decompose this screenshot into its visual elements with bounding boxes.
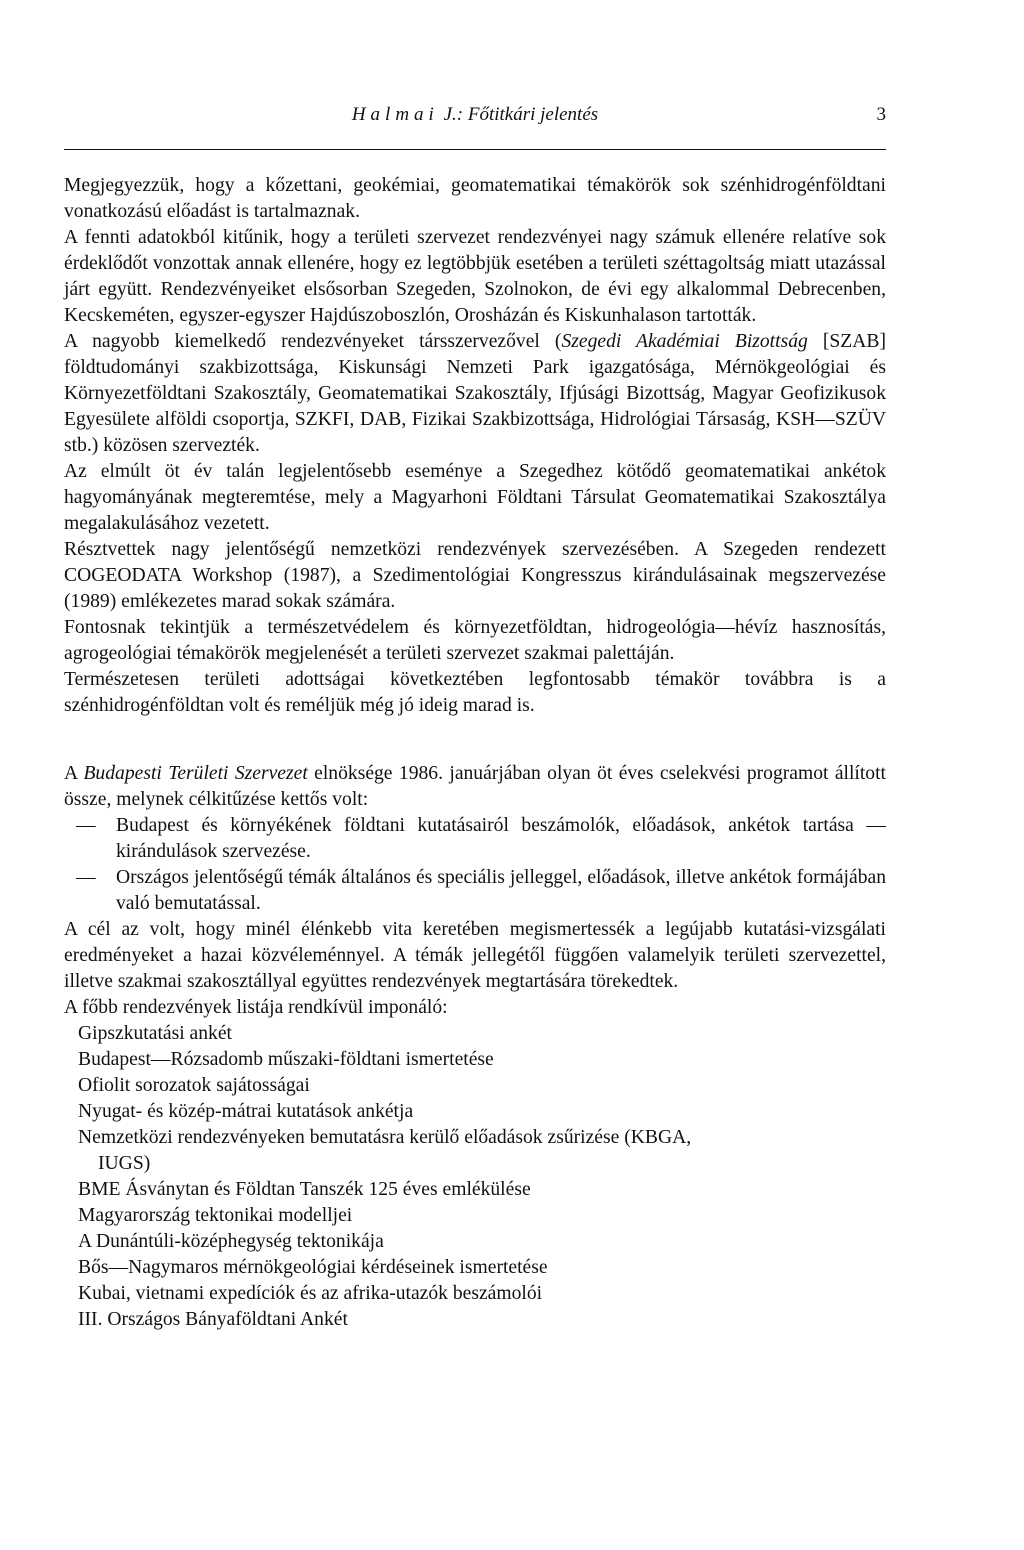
list-item: Budapest—Rózsadomb műszaki-földtani ismertetése [78,1049,494,1070]
paragraph-8-text-b: elnöksége 1986. januárjában olyan öt éves cselekvési programot állított össze, melynek célkitűzése kettős volt: [64,763,886,810]
list-item: Nyugat- és közép-mátrai kutatások ankétja [78,1101,414,1122]
running-head [64,104,886,126]
dash-mark: — [76,815,96,836]
paragraph-3-text-b: [SZAB] földtudományi szakbizottsága, Kiskunsági Nemzeti Park igazgatósága, Mérnökgeológiai és Környezetföldtani Szakosztály, Geomatematikai Szakosztály, Ifjúsági Bizottság, Magyar Geofizikusok Egyesülete alföldi csoportja, SZKFI, DAB, Fizikai Szakbizottsága, Hidrológiai Társaság, KSH—SZÜV stb.) közösen szervezték. [64,331,886,456]
paragraph-8 [64,761,886,813]
dash-mark: — [76,867,96,888]
paragraph-3-italic: Szegedi Akadémiai Bizottság [561,331,808,352]
paragraph-7: Természetesen területi adottságai következtében legfontosabb témakör továbbra is a szénhidrogénföldtan volt és reméljük még jó ideig marad is. [64,669,886,716]
dash-item-1 [64,813,886,865]
paragraph-6: Fontosnak tekintjük a természetvédelem és környezetföldtan, hidrogeológia—hévíz hasznosítás, agrogeológiai témakörök megjelenését a területi szervezet szakmai palettáján. [64,617,886,664]
section-gap [64,719,886,761]
running-head-title: J.: Főtitkári jelentés [443,104,599,125]
paragraph-8-italic: Budapesti Területi Szervezet [83,763,308,784]
list-item: Ofiolit sorozatok sajátosságai [78,1075,310,1096]
list-item: Gipszkutatási ankét [78,1023,232,1044]
paragraph-4: Az elmúlt öt év talán legjelentősebb eseménye a Szegedhez kötődő geomatematikai ankétok hagyományának megteremtése, mely a Magyarhoni Földtani Társulat Geomatematikai Szakosztálya megalakulásához vezetett. [64,461,886,534]
paragraph-3-text-a: A nagyobb kiemelkedő rendezvényeket társszervezővel ( [64,331,562,352]
list-item-continuation: IUGS) [98,1153,151,1174]
list-item: Kubai, vietnami expedíciók és az afrika-utazók beszámolói [78,1283,543,1304]
paragraph-1: Megjegyezzük, hogy a kőzettani, geokémiai, geomatematikai témakörök sok szénhidrogénföldtani vonatkozású előadást is tartalmaznak. [64,175,886,222]
paragraph-3 [64,329,886,459]
paragraph-8-text-a: A [64,763,84,784]
list-item: A Dunántúli-középhegység tektonikája [78,1231,384,1252]
list-item: Magyarország tektonikai modelljei [78,1205,353,1226]
dash-item-2 [64,865,886,917]
paragraph-2: A fennti adatokból kitűnik, hogy a területi szervezet rendezvényei nagy számuk ellenére relatíve sok érdeklődőt vonzottak annak ellenére, hogy ez legtöbbjük esetében a területi széttagoltság miatt utazással járt együtt. Rendezvényeiket elsősorban Szegeden, Szolnokon, de évi egy alkalommal Debrecenben, Kecskeméten, egyszer-egyszer Hajdúszoboszlón, Orosházán és Kiskunhalason tartották. [64,227,886,326]
list-item: III. Országos Bányaföldtani Ankét [78,1309,348,1330]
paragraph-10: A főbb rendezvények listája rendkívül imponáló: [64,997,448,1018]
paragraph-9: A cél az volt, hogy minél élénkebb vita keretében megismertessék a legújabb kutatási-vizsgálati eredményeket a hazai közvéleménnyel. A témák jellegétől függően valamelyik területi szervezettel, illetve szakmai szakosztállyal együttes rendezvények megtartására törekedtek. [64,919,886,992]
event-list [64,1021,886,1333]
page-header [64,104,886,134]
page-number: 3 [876,104,886,125]
dash-item-1-text: Budapest és környékének földtani kutatásairól beszámolók, előadások, ankétok tartása — kirándulások szervezése. [116,815,886,862]
paragraph-5: Résztvettek nagy jelentőségű nemzetközi rendezvények szervezésében. A Szegeden rendezett COGEODATA Workshop (1987), a Szedimentológiai Kongresszus kirándulásainak megszervezése (1989) emlékezetes marad sokak számára. [64,539,886,612]
page-body [64,173,886,1333]
running-head-author: Halmai [351,104,439,125]
header-rule [64,149,886,150]
list-item [64,1125,886,1177]
list-item: Bős—Nagymaros mérnökgeológiai kérdéseinek ismertetése [78,1257,548,1278]
dash-item-2-text: Országos jelentőségű témák általános és speciális jelleggel, előadások, illetve ankétok formájában való bemutatással. [116,867,886,914]
list-item: BME Ásványtan és Földtan Tanszék 125 éves emlékülése [78,1179,531,1200]
list-item-text: Nemzetközi rendezvényeken bemutatásra kerülő előadások zsűrizése (KBGA, [78,1127,692,1148]
